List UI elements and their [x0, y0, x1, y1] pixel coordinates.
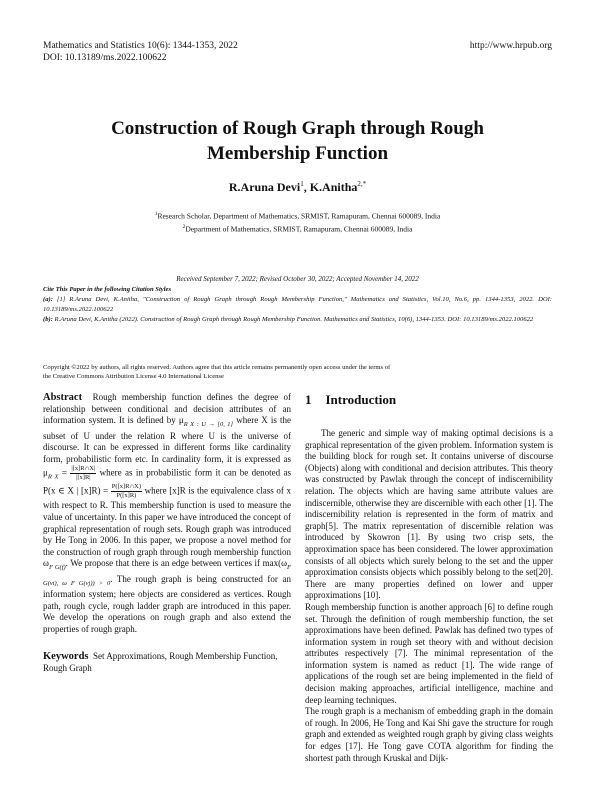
fraction-2-numerator: P([x]R∩X) [111, 483, 142, 491]
citation-b [43, 315, 552, 325]
abstract-math-1: R X : U → [0, 1] [183, 420, 234, 428]
abstract-math-3: F G(f) [48, 564, 66, 572]
article-dates: Received September 7, 2022; Revised October 30, 2022; Accepted November 14, 2022 [176, 275, 419, 283]
keywords-label: Keywords [43, 651, 89, 662]
copyright-line-1: Copyright ©2022 by authors, all rights reserved. Authors agree that this article remains permanently open access under the terms of [43, 364, 391, 371]
abstract-fraction-1 [70, 465, 96, 482]
abstract-text-3b: . We propose that there is an edge between vertices if max(ω [65, 558, 288, 569]
intro-paragraph-2: Rough membership function is another approach [6] to define rough set. Through the definition of rough membership function, the set approximations have been defined. Pawlak has defined two types of information system in rough set theory with and without decision attributes respectively [7]. The minimal representation of the information system is named as reduct [1]. The wide range of applications of the rough set are being implemented in the field of decision making approaches, artificial intelligence, machine and deep learning techniques. [305, 601, 553, 705]
fraction-1-denominator: |[x]R| [76, 474, 91, 482]
abstract-text-2: where as in probabilistic form it can be denoted as P(x ∈ X | [x]R) = [43, 467, 291, 496]
keywords-text: Set Approximations, Rough Membership Function, Rough Graph [43, 651, 278, 673]
paper-title [60, 116, 535, 166]
citation-heading: Cite This Paper in the following Citation Styles [43, 286, 172, 293]
running-header [43, 40, 238, 64]
author-1: R.Aruna Devi [228, 180, 301, 194]
section-title: Introduction [325, 392, 397, 407]
abstract-text-3: where [x]R is the equivalence class of x with respect to R. This membership function is used to measure the value of uncertainty. In this paper we have introduced the concept of graphical representation of rough sets. Rough graph was introduced by He Tong in 2006. In this paper, we propose a novel method for the construction of rough graph through rough membership function ω [43, 485, 291, 569]
citation-a [43, 295, 552, 315]
author-1-affil-mark: 1 [300, 180, 304, 188]
author-2-affil-mark: 2,* [357, 180, 367, 188]
affiliation-2-text: Department of Mathematics, SRMIST, Ramapuram, Chennai 600089, India [185, 224, 413, 234]
author-list [0, 180, 595, 195]
section-number: 1 [305, 392, 312, 407]
introduction-body [305, 428, 553, 764]
affiliation-1-mark: 1 [154, 211, 158, 217]
journal-citation: Mathematics and Statistics 10(6): 1344-1353, 2022 [43, 41, 238, 51]
section-heading-introduction [305, 392, 396, 408]
affiliation-1 [0, 209, 595, 222]
citation-a-label: (a): [43, 296, 53, 303]
title-line-1: Construction of Rough Graph through Rough [111, 118, 484, 139]
keywords-section [43, 651, 291, 674]
affiliation-2 [0, 222, 595, 235]
copyright-notice [43, 363, 552, 381]
citation-b-text: R.Aruna Devi, K.Anitha (2022). Construction of Rough Graph through Rough Membership Function. Mathematics and Statistics, 10(6), 1344-1353. DOI: 10.13189/ms.2022.100622 [52, 316, 534, 323]
citation-block [43, 285, 552, 325]
intro-paragraph-3: The rough graph is a mechanism of embedding graph in the domain of rough. In 2006, He Tong and Kai Shi gave the structure for rough graph and extended as weighted rough graph by giving class weights for edges [17]. He Tong gave COTA algorithm for finding the shortest path through Kruskal and Dijk- [305, 706, 553, 763]
abstract-text-1: Rough membership function defines the degree of relationship between conditional and decision attributes of an information system. It is defined by μ [43, 392, 292, 426]
affiliation-1-text: Research Scholar, Department of Mathematics, SRMIST, Ramapuram, Chennai 600089, India [157, 211, 441, 221]
abstract-math-3b: F G(vi), ω F G(vj)) > 0 [43, 564, 291, 587]
abstract-text-1b: where X is the subset of U under the relation R where U is the universe of discourse. It can be expressed in different forms like cardinality form, probabilistic form etc. In cardinality form, it is expressed as μ [43, 415, 292, 478]
abstract-fraction-2 [111, 483, 142, 500]
copyright-line-2: the Creative Commons Attribution License 4.0 International License [43, 373, 224, 380]
fraction-2-denominator: P([x]R) [116, 492, 137, 500]
fraction-1-numerator: |[x]R∩X| [71, 465, 96, 473]
affiliation-2-mark: 2 [182, 224, 186, 230]
abstract-section: Abstract Rough membership function defines the degree of relationship between conditional and decision attributes of an information system. It is defined by $\mu_{R X : U \to [0, 1]}$ where X is the subset of U under the relation R where U is the universe of discourse. It can be expressed in different forms like cardinality form, probabilistic form etc. In cardinality form, it is expressed as $\mu_{R X}$ = $\frac{|[x]R\cap X|}{|[x]R|}$ where as in probabilistic form it can be denoted as P(x ∈ X | [x]R) = $\frac{P([x]R\cap X)}{P([x]R)}$ where [x]R is the equivalence class of x with respect to R. This membership function is used to measure the value of uncertainty. In this paper we have introduced the concept of graphical representation of rough sets. Rough graph was introduced by He Tong in 2006. In this paper, we propose a novel method for the construction of rough graph through rough membership function $\omega_{F G(f)}$. We propose that there is an edge between vertices if $\max(\omega_{F G(vi), \omega F G(vj)) > 0}$. The rough graph is being constructed for an information system; here objects are considered as vertices. Rough path, rough cycle, rough ladder graph are introduced in this paper. We develop the operations on rough graph and also extend the properties of rough graph. [43, 392, 292, 634]
abstract-text-3c: . The rough graph is being constructed for an information system; here objects are considered as vertices. Rough path, rough cycle, rough ladder graph are introduced in this paper. We develop the operations on rough graph and also extend the properties of rough graph. [43, 573, 291, 634]
citation-a-text: [1] R.Aruna Devi, K.Anitha, "Construction of Rough Graph through Rough Membership Function," Mathematics and Statistics, Vol.10, No.6, pp. 1344-1353, 2022. DOI: 10.13189/ms.2022.100622 [43, 296, 552, 313]
header-doi: DOI: 10.13189/ms.2022.100622 [43, 53, 167, 63]
author-separator: , [303, 180, 310, 194]
journal-url[interactable]: http://www.hrpub.org [469, 41, 552, 51]
intro-paragraph-1: The generic and simple way of making optimal decisions is a graphical representation of the given problem. Information system is the building block for rough set. It contains universe of discourse (Objects) along with conditional and decision attributes. This theory was constructed by Pawlak through the concept of indiscernibility relation. The objects which are having same attribute values are indiscernible, otherwise they are discernible with each other [1]. The indiscernibility relation is represented in the form of matrix and graph[5]. The matrix representation of discernible relation was introduced by Skowron [1]. By using two crisp sets, the approximation space has been considered. The lower approximation consists of all objects which surely belong to the set and the upper approximation consists objects which possibly belong to the set[20]. There are many properties defined on lower and upper approximations [10]. [305, 428, 553, 601]
abstract-math-1b: R X [47, 473, 59, 481]
title-line-2: Membership Function [206, 143, 389, 164]
author-2: K.Anitha [309, 180, 358, 194]
abstract-label: Abstract [43, 392, 83, 403]
citation-b-label: (b): [43, 316, 53, 323]
